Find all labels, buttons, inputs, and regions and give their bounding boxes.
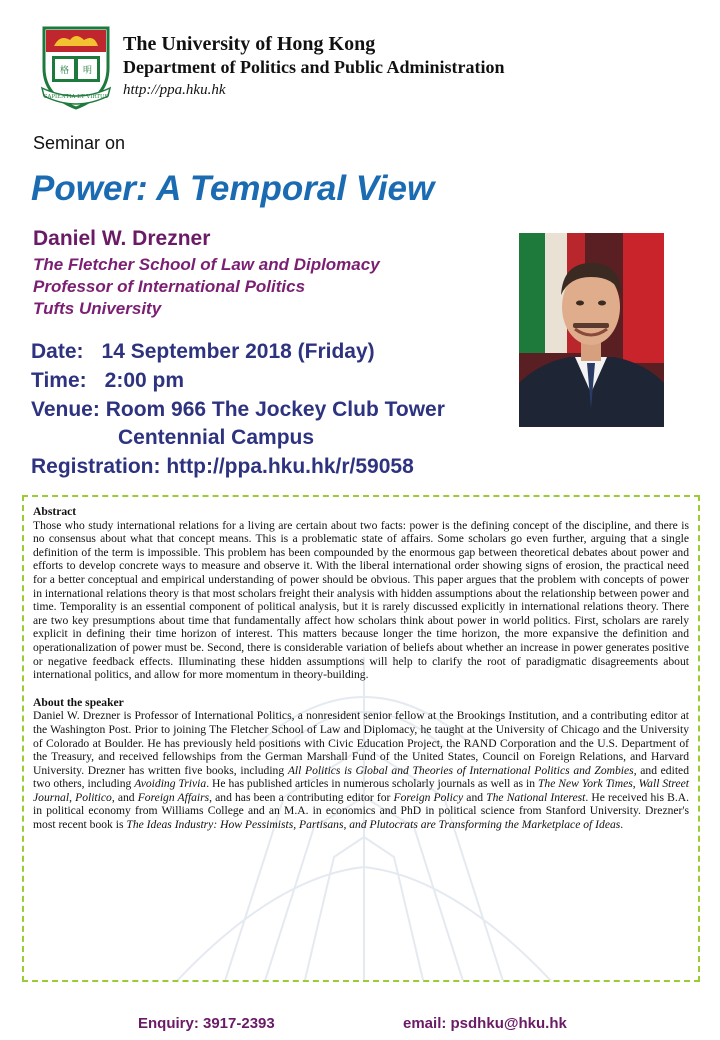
- registration-link[interactable]: http://ppa.hku.hk/r/59058: [166, 455, 414, 478]
- department-name: Department of Politics and Public Administration: [123, 57, 505, 77]
- seminar-title: Power: A Temporal View: [31, 169, 435, 208]
- speaker-portrait-icon: [519, 233, 664, 427]
- time-label: Time:: [31, 369, 87, 392]
- registration-row: [31, 455, 414, 479]
- svg-text:格: 格: [59, 66, 70, 76]
- abstract-text: Those who study international relations for a living are certain about two facts: power is the defining concept of the discipline, and there is no consensus about what that concept means. This is a problematic state of affairs. Some scholars go even further, arguing that a single definition of the term is impossible. This problem has been compounded by the enormous gap between theoretical debates about power and efforts to develop concrete ways to measure and observe it. With the liberal international order showing signs of erosion, the practical need for a better conceptual and empirical understanding of power should be obvious. This paper argues that the problem with concepts of power in international relations theory is that most scholars freight their analysis with hidden assumptions about the relationship between power and time. Temporality is an essential component of political analysis, but it is rarely discussed explicitly in international relations theory. There are two key presumptions about time that fundamentally affect how scholars think about power in world politics. First, scholars are rarely explicit in defining their time horizon of interest. This matters because longer the time horizon, the more expansive the definition and operationalization of power must be. Second, there is considerable variation of beliefs about whether an increase in power generates positive or negative feedback effects. Illuminating these hidden assumptions will help to clarify the root of paradigmatic disagreements about international politics, and allow for more momentum in theory-building.: [33, 518, 689, 682]
- event-venue-row: [31, 398, 445, 422]
- publication-name: The National Interest: [486, 790, 586, 804]
- university-name: The University of Hong Kong: [123, 33, 376, 55]
- about-speaker-heading: About the speaker: [33, 695, 124, 709]
- hku-crest-icon: [40, 24, 112, 110]
- book-title: All Politics is Global and Theories of International Politics and Zombies: [287, 763, 634, 777]
- event-time-row: [31, 369, 184, 393]
- speaker-name: Daniel W. Drezner: [33, 227, 211, 250]
- publication-name: Politico: [75, 790, 112, 804]
- abstract-box: [22, 495, 700, 982]
- speaker-affiliation-position: Professor of International Politics: [33, 277, 306, 296]
- book-title: Avoiding Trivia: [134, 777, 207, 791]
- registration-label: Registration:: [31, 455, 161, 478]
- about-speaker-text: Daniel W. Drezner is Professor of International Politics, a nonresident senior fellow at the Brookings Institution, and a contributing editor at the Washington Post. Prior to joining The Fletcher School of Law and Diplomacy, he taught at the University of Chicago and the University of Colorado at Boulder. He has previously held positions with Civic Education Project, the RAND Corporation and the U.S. Department of the Treasury, and received fellowships from the German Marshall Fund of the United States, Council on Foreign Relations, and Harvard University. Drezner has written five books, including All Politics is Global and Theories of International Politics and Zombies, and edited two others, including Avoiding Trivia. He has published articles in numerous scholarly journals as well as in The New York Times, Wall Street Journal, Politico, and Foreign Affairs, and has been a contributing editor for Foreign Policy and The National Interest. He received his B.A. in political economy from Williams College and an M.A. in economics and PhD in political science from Stanford University. Drezner's most recent book is The Ideas Industry: How Pessimists, Partisans, and Plutocrats are Transforming the Marketplace of Ideas.: [33, 709, 690, 832]
- speaker-affiliation-school: The Fletcher School of Law and Diplomacy: [33, 255, 380, 274]
- svg-text:明: 明: [82, 66, 93, 76]
- publication-name: Wall Street Journal: [33, 777, 689, 804]
- publication-name: Foreign Policy: [393, 790, 464, 804]
- abstract-heading: Abstract: [33, 505, 77, 518]
- svg-text:SAPIENTIA ET VIRTUS: SAPIENTIA ET VIRTUS: [43, 94, 109, 100]
- time-value: 2:00 pm: [104, 369, 185, 392]
- contact-email[interactable]: email: psdhku@hku.hk: [403, 1015, 567, 1032]
- abstract-content: [33, 505, 689, 832]
- publication-name: Foreign Affairs: [137, 790, 210, 804]
- venue-label: Venue:: [31, 398, 100, 421]
- book-title: The Ideas Industry: How Pessimists, Partisans, and Plutocrats are Transforming the Marketplace of Ideas: [126, 818, 621, 832]
- department-url[interactable]: http://ppa.hku.hk: [123, 82, 226, 98]
- venue-line-1: Room 966 The Jockey Club Tower: [105, 398, 445, 421]
- venue-line-2: Centennial Campus: [118, 426, 315, 449]
- seminar-intro: Seminar on: [33, 133, 126, 153]
- date-value: 14 September 2018 (Friday): [101, 340, 375, 363]
- event-date-row: [31, 340, 375, 364]
- date-label: Date:: [31, 340, 84, 363]
- publication-name: The New York Times: [537, 777, 633, 791]
- enquiry-phone: Enquiry: 3917-2393: [138, 1015, 275, 1032]
- speaker-affiliation-university: Tufts University: [33, 299, 162, 318]
